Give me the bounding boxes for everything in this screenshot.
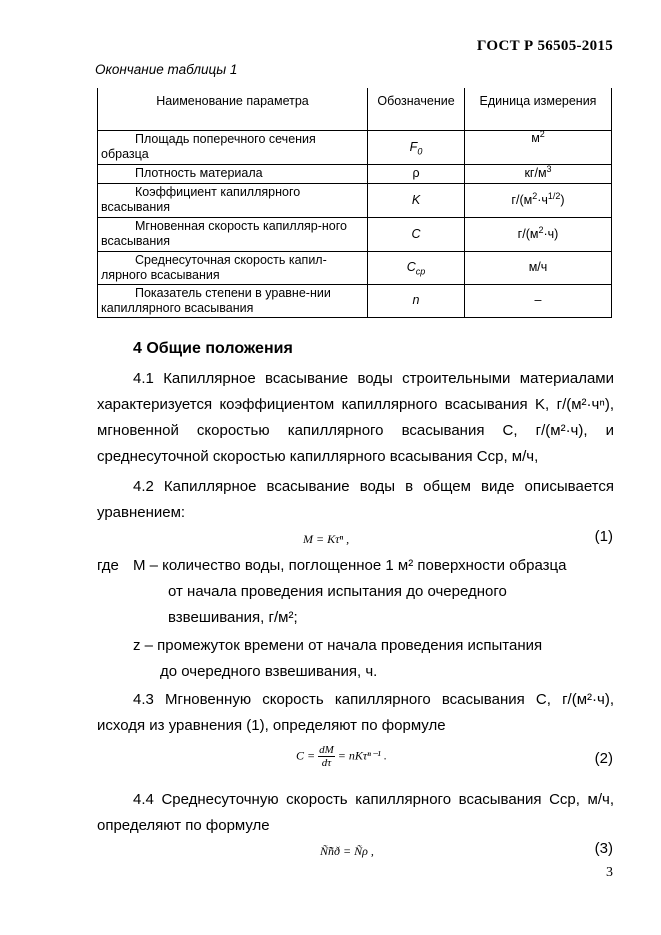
row-name: Показатель степени в уравне-нии капиллярного всасывания xyxy=(98,284,368,317)
equation-1: M = Kτⁿ , xyxy=(303,532,350,546)
row-unit: $кг/м^3$ xyxy=(465,164,612,183)
where-label: где xyxy=(97,557,119,574)
row-symbol: C xyxy=(368,217,465,251)
fraction-denominator: dτ xyxy=(321,757,332,769)
equation-3-number: (3) xyxy=(594,840,613,857)
paragraph-4-4 xyxy=(97,787,614,839)
row-name: Среднесуточная скорость капил-лярного всасывания xyxy=(98,251,368,284)
row-name: Коэффициент капиллярного всасывания xyxy=(98,183,368,217)
where-z-line-2: до очередного взвешивания, ч. xyxy=(160,663,378,680)
equation-2-fraction xyxy=(318,744,335,769)
where-m-line-1: M – количество воды, поглощенное 1 м² поверхности образца xyxy=(133,557,567,574)
section-title: 4 Общие положения xyxy=(133,340,293,357)
equation-2-left: C = xyxy=(296,748,316,763)
paragraph-4-1 xyxy=(97,366,614,470)
row-name: Площадь поперечного сечения образца xyxy=(98,130,368,164)
paragraph-text: 4.4 Среднесуточную скорость капиллярного всасывания Cср, м/ч, определяют по формуле xyxy=(97,791,614,834)
row-unit: $г/(м^2\cdot ч^{1/2})$ xyxy=(465,183,612,217)
row-symbol: $F_0$ xyxy=(368,130,465,164)
row-unit: м/ч xyxy=(465,251,612,284)
header-name: Наименование параметра xyxy=(98,88,368,130)
row-symbol: K xyxy=(368,183,465,217)
equation-3: Ñ̃ñð = Ñρ , xyxy=(320,844,374,858)
equation-1-number: (1) xyxy=(594,528,613,545)
fraction-numerator: dM xyxy=(319,744,334,756)
equation-2-number: (2) xyxy=(594,750,613,767)
row-unit: – xyxy=(465,284,612,317)
row-symbol: ρ xyxy=(368,164,465,183)
document-header: ГОСТ Р 56505-2015 xyxy=(476,38,613,54)
parameters-table xyxy=(97,88,612,318)
header-symbol: Обозначение xyxy=(368,88,465,130)
row-symbol: n xyxy=(368,284,465,317)
where-m-line-3: взвешивания, г/м²; xyxy=(168,609,298,626)
row-symbol: $C_{ср}$ xyxy=(368,251,465,284)
paragraph-4-3 xyxy=(97,687,614,739)
equation-2 xyxy=(296,744,387,769)
row-name: Плотность материала xyxy=(98,164,368,183)
where-m-line-2: от начала проведения испытания до очередного xyxy=(168,583,507,600)
paragraph-text: 4.2 Капиллярное всасывание воды в общем виде описывается уравнением: xyxy=(97,478,614,521)
equation-2-right: = nKτⁿ⁻¹ . xyxy=(337,748,387,763)
paragraph-4-2 xyxy=(97,474,614,526)
where-z-line-1: z – промежуток времени от начала проведения испытания xyxy=(133,637,543,654)
paragraph-text: 4.3 Мгновенную скорость капиллярного всасывания C, г/(м²·ч), исходя из уравнения (1), определяют по формуле xyxy=(97,691,614,734)
page-number: 3 xyxy=(606,865,613,880)
row-unit: $м^2$ xyxy=(465,130,612,164)
row-unit: $г/(м^2\cdot ч)$ xyxy=(465,217,612,251)
header-unit: Единица измерения xyxy=(465,88,612,130)
row-name: Мгновенная скорость капилляр-ного всасывания xyxy=(98,217,368,251)
table-caption: Окончание таблицы 1 xyxy=(95,62,238,77)
paragraph-text: 4.1 Капиллярное всасывание воды строительными материалами характеризуется коэффициентом капиллярного всасывания K, г/(м²·чⁿ), мгновенной скоростью капиллярного всасывания C, г/(м²·ч), и среднесуточной скоростью капиллярного всасывания Cср, м/ч, xyxy=(97,370,614,465)
